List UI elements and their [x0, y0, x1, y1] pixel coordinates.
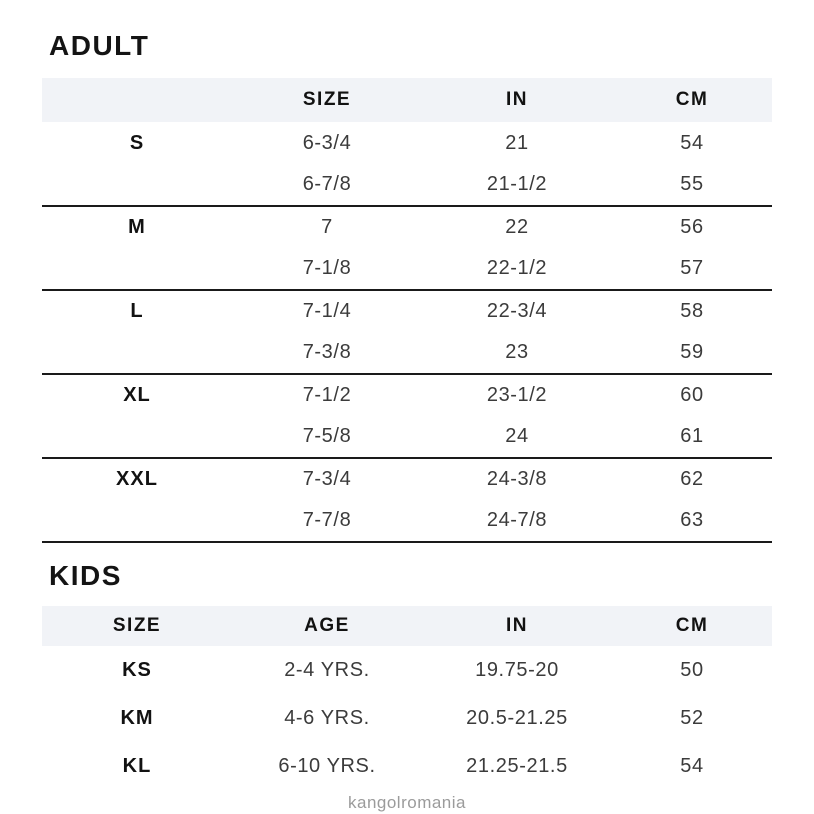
kids-header-row — [42, 606, 772, 646]
cell-cm: 56 — [612, 206, 772, 248]
cell-in: 22-3/4 — [422, 290, 612, 332]
kids-size-table — [42, 606, 772, 790]
table-row-xxl-1 — [42, 458, 772, 500]
cell-cm: 55 — [612, 164, 772, 206]
cell-in: 22-1/2 — [422, 248, 612, 290]
table-row-km — [42, 694, 772, 742]
cell-size: 7-7/8 — [232, 500, 422, 542]
kids-size-label-kl: KL — [42, 742, 232, 790]
table-row-xl-1 — [42, 374, 772, 416]
size-group-label-xxl: XXL — [42, 458, 232, 500]
cell-cm: 62 — [612, 458, 772, 500]
cell-age: 4-6 YRS. — [232, 694, 422, 742]
cell-cm: 63 — [612, 500, 772, 542]
adult-col-blank — [42, 78, 232, 122]
size-group-label-empty — [42, 248, 232, 290]
table-row-l-1 — [42, 290, 772, 332]
adult-col-size: SIZE — [232, 78, 422, 122]
cell-in: 23 — [422, 332, 612, 374]
adult-section-title: ADULT — [49, 30, 150, 61]
table-row-ks — [42, 646, 772, 694]
size-group-label-m: M — [42, 206, 232, 248]
adult-size-table — [42, 78, 772, 543]
kids-col-in: IN — [422, 606, 612, 646]
table-row-s-1 — [42, 122, 772, 164]
size-group-label-s: S — [42, 122, 232, 164]
table-row-l-2 — [42, 332, 772, 374]
cell-cm: 60 — [612, 374, 772, 416]
cell-age: 2-4 YRS. — [232, 646, 422, 694]
size-group-label-empty — [42, 416, 232, 458]
cell-in: 21 — [422, 122, 612, 164]
cell-in: 21-1/2 — [422, 164, 612, 206]
kids-col-size: SIZE — [42, 606, 232, 646]
size-group-label-xl: XL — [42, 374, 232, 416]
cell-cm: 58 — [612, 290, 772, 332]
table-row-s-2 — [42, 164, 772, 206]
cell-in: 24 — [422, 416, 612, 458]
cell-size: 7-3/4 — [232, 458, 422, 500]
cell-in: 24-7/8 — [422, 500, 612, 542]
cell-size: 7-1/8 — [232, 248, 422, 290]
cell-size: 6-7/8 — [232, 164, 422, 206]
cell-cm: 52 — [612, 694, 772, 742]
table-row-kl — [42, 742, 772, 790]
kids-size-label-ks: KS — [42, 646, 232, 694]
kids-col-age: AGE — [232, 606, 422, 646]
cell-cm: 54 — [612, 122, 772, 164]
kids-size-label-km: KM — [42, 694, 232, 742]
size-group-label-empty — [42, 164, 232, 206]
cell-cm: 61 — [612, 416, 772, 458]
cell-in: 20.5-21.25 — [422, 694, 612, 742]
cell-size: 6-3/4 — [232, 122, 422, 164]
adult-col-in: IN — [422, 78, 612, 122]
cell-size: 7-3/8 — [232, 332, 422, 374]
cell-in: 19.75-20 — [422, 646, 612, 694]
cell-in: 21.25-21.5 — [422, 742, 612, 790]
size-group-label-l: L — [42, 290, 232, 332]
cell-cm: 50 — [612, 646, 772, 694]
cell-in: 22 — [422, 206, 612, 248]
cell-in: 24-3/8 — [422, 458, 612, 500]
kids-section-title: KIDS — [49, 560, 122, 591]
table-row-m-2 — [42, 248, 772, 290]
cell-cm: 54 — [612, 742, 772, 790]
cell-age: 6-10 YRS. — [232, 742, 422, 790]
table-row-xxl-2 — [42, 500, 772, 542]
cell-size: 7 — [232, 206, 422, 248]
kids-col-cm: CM — [612, 606, 772, 646]
cell-cm: 57 — [612, 248, 772, 290]
cell-size: 7-1/2 — [232, 374, 422, 416]
cell-size: 7-1/4 — [232, 290, 422, 332]
brand-watermark: kangolromania — [347, 793, 466, 812]
table-row-xl-2 — [42, 416, 772, 458]
adult-col-cm: CM — [612, 78, 772, 122]
adult-header-row — [42, 78, 772, 122]
table-row-m-1 — [42, 206, 772, 248]
size-group-label-empty — [42, 500, 232, 542]
cell-in: 23-1/2 — [422, 374, 612, 416]
cell-size: 7-5/8 — [232, 416, 422, 458]
cell-cm: 59 — [612, 332, 772, 374]
size-group-label-empty — [42, 332, 232, 374]
